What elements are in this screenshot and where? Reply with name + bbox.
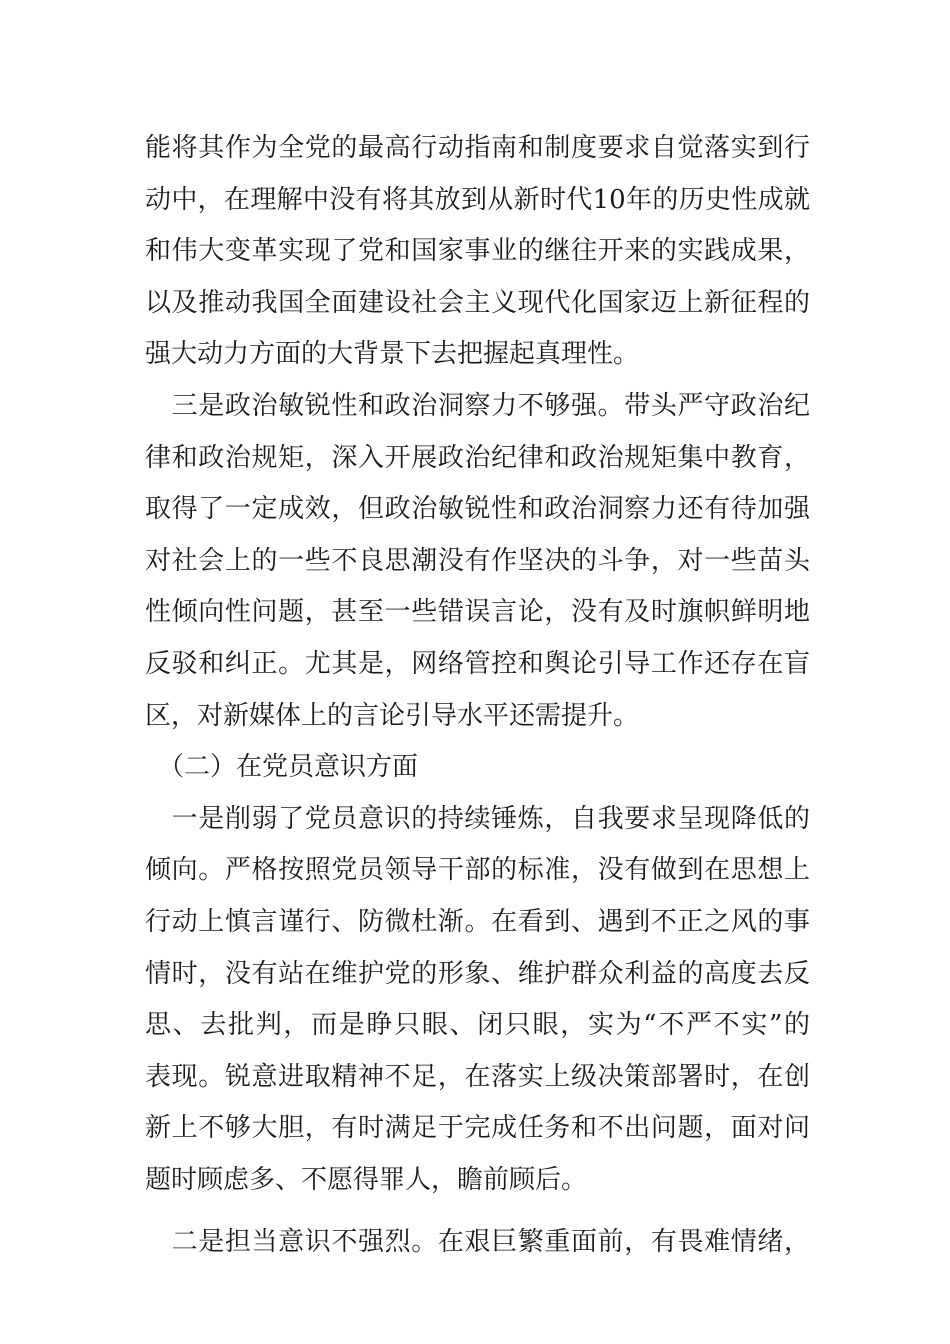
text-line: 倾向。严格按照党员领导干部的标准，没有做到在思想上	[145, 855, 810, 885]
text-line: 和伟大变革实现了党和国家事业的继往开来的实践成果，	[145, 236, 810, 266]
text-line: 能将其作为全党的最高行动指南和制度要求自觉落实到行	[145, 133, 810, 163]
text-line: 新上不够大胆，有时满足于完成任务和不出问题，面对问	[145, 1113, 810, 1143]
text-line: 性倾向性问题，甚至一些错误言论，没有及时旗帜鲜明地	[145, 597, 810, 627]
text-line: 题时顾虑多、不愿得罪人，瞻前顾后。	[145, 1165, 588, 1195]
text-line: 取得了一定成效，但政治敏锐性和政治洞察力还有待加强	[145, 494, 810, 524]
text-line: 动中，在理解中没有将其放到从新时代10年的历史性成就	[145, 185, 810, 215]
text-line: 对社会上的一些不良思潮没有作坚决的斗争，对一些苗头	[145, 546, 810, 576]
text-line: 律和政治规矩，深入开展政治纪律和政治规矩集中教育，	[145, 443, 810, 473]
text-line: 行动上慎言谨行、防微杜渐。在看到、遇到不正之风的事	[145, 907, 810, 937]
text-line: （二）在党员意识方面	[145, 752, 419, 782]
text-line: 强大动力方面的大背景下去把握起真理性。	[145, 339, 640, 369]
text-line: 区，对新媒体上的言论引导水平还需提升。	[145, 701, 640, 731]
text-line: 一是削弱了党员意识的持续锤炼，自我要求呈现降低的	[145, 804, 810, 834]
text-line: 表现。锐意进取精神不足，在落实上级决策部署时，在创	[145, 1062, 810, 1092]
text-line: 二是担当意识不强烈。在艰巨繁重面前，有畏难情绪，	[145, 1227, 810, 1257]
text-line: 以及推动我国全面建设社会主义现代化国家迈上新征程的	[145, 288, 810, 318]
text-line: 情时，没有站在维护党的形象、维护群众利益的高度去反	[145, 959, 810, 989]
text-line: 三是政治敏锐性和政治洞察力不够强。带头严守政治纪	[145, 391, 810, 421]
text-line: 反驳和纠正。尤其是，网络管控和舆论引导工作还存在盲	[145, 649, 810, 679]
text-line: 思、去批判，而是睁只眼、闭只眼，实为“不严不实”的	[145, 1010, 810, 1040]
